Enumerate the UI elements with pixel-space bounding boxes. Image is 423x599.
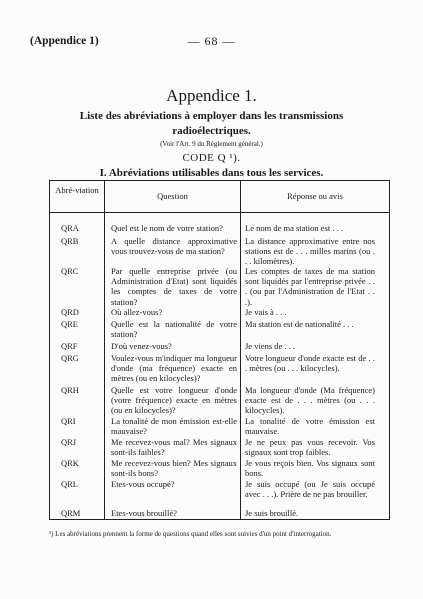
table-top-rule xyxy=(49,180,390,181)
row-answer: Je vous reçois bien. Vos signaux sont bons. xyxy=(245,458,375,479)
appendix-subtitle: Liste des abréviations à employer dans les transmissions radioélectriques. xyxy=(79,110,344,137)
row-abbr: QRK xyxy=(61,458,79,468)
column-divider-2 xyxy=(240,180,241,519)
column-header-question: Question xyxy=(157,191,188,201)
section-heading: I. Abréviations utilisables dans tous les services. xyxy=(99,167,324,179)
row-question: Me recevez-vous mal? Mes signaux sont-ils faibles? xyxy=(111,437,237,458)
row-answer: Votre longueur d'onde exacte est de . . . mètres (ou . . . kilocycles). xyxy=(245,353,375,374)
code-heading: CODE Q ¹). xyxy=(182,152,241,164)
row-question: D'où venez-vous? xyxy=(111,341,172,351)
row-abbr: QRJ xyxy=(61,437,77,447)
row-abbr: QRH xyxy=(61,385,79,395)
row-answer: Le nom de ma station est . . . xyxy=(245,223,343,233)
column-header-text: Abré-viation xyxy=(55,185,99,195)
row-abbr: QRA xyxy=(61,223,79,233)
row-answer: Les comptes de taxes de ma station sont liquidés par l'entreprise privée . . . (ou par l'Administration de l'Etat . . .). xyxy=(245,266,375,307)
table-bottom-rule xyxy=(49,519,390,520)
row-abbr: QRC xyxy=(61,266,79,276)
table-header-rule xyxy=(49,212,390,213)
row-answer: Ma longueur d'onde (Ma fréquence) exacte est de . . . mètres (ou . . . kilocycles). xyxy=(245,385,375,416)
row-question: Quelle est votre longueur d'onde (votre fréquence) exacte en mètres (ou en kilocycles)? xyxy=(111,385,237,416)
row-abbr: QRB xyxy=(61,236,79,246)
row-abbr: QRG xyxy=(61,353,79,363)
row-abbr: QRM xyxy=(61,508,81,518)
column-divider-1 xyxy=(104,180,105,519)
row-answer: Je viens de . . . xyxy=(245,341,296,351)
row-question: A quelle distance approximative vous trouvez-vous de ma station? xyxy=(111,236,237,257)
row-question: Où allez-vous? xyxy=(111,307,163,317)
row-abbr: QRI xyxy=(61,416,76,426)
row-question: Me recevez-vous bien? Mes signaux sont-ils bons? xyxy=(111,458,237,479)
row-answer: Je ne peux pas vous recevoir. Vos signaux sont trop faibles. xyxy=(245,437,375,458)
row-answer: La tonalité de votre émission est mauvaise. xyxy=(245,416,375,437)
column-header-answer: Réponse ou avis xyxy=(287,191,343,201)
row-question: Quelle est la nationalité de votre station? xyxy=(111,319,237,340)
running-header-left: (Appendice 1) xyxy=(30,35,99,47)
appendix-title: Appendice 1. xyxy=(166,86,257,105)
row-abbr: QRD xyxy=(61,307,79,317)
row-question: Par quelle entreprise privée (ou Administration d'Etat) sont liquidés les comptes de taxes de votre station? xyxy=(111,266,237,307)
row-abbr: QRF xyxy=(61,341,78,351)
table-left-border xyxy=(49,180,50,519)
row-question: Quel est le nom de votre station? xyxy=(111,223,223,233)
row-abbr: QRL xyxy=(61,479,78,489)
row-answer: La distance approximative entre nos stations est de . . . milles marins (ou . . . kilomètres). xyxy=(245,236,375,267)
row-answer: Je vais à . . . xyxy=(245,307,287,317)
reference-note: (Voir l'Art. 9 du Règlement général.) xyxy=(160,140,263,148)
row-answer: Je suis brouillé. xyxy=(245,508,299,518)
row-answer: Ma station est de nationalité . . . xyxy=(245,319,354,329)
row-question: Voulez-vous m'indiquer ma longueur d'onde (ma fréquence) exacte en mètres (ou en kilocycles)? xyxy=(111,353,237,384)
row-answer: Je suis occupé (ou Je suis occupé avec . . .). Prière de ne pas brouiller. xyxy=(245,479,375,500)
column-header-abbreviation xyxy=(50,185,104,196)
table-right-border xyxy=(389,180,390,519)
page-number: — 68 — xyxy=(187,34,236,48)
footnote: ¹) Les abréviations prennent la forme de questions quand elles sont suivies d'un point d'interrogation. xyxy=(49,530,332,538)
row-abbr: QRE xyxy=(61,319,78,329)
row-question: Etes-vous brouillé? xyxy=(111,508,177,518)
row-question: Etes-vous occupé? xyxy=(111,479,175,489)
row-question: La tonalité de mon émission est-elle mauvaise? xyxy=(111,416,237,437)
